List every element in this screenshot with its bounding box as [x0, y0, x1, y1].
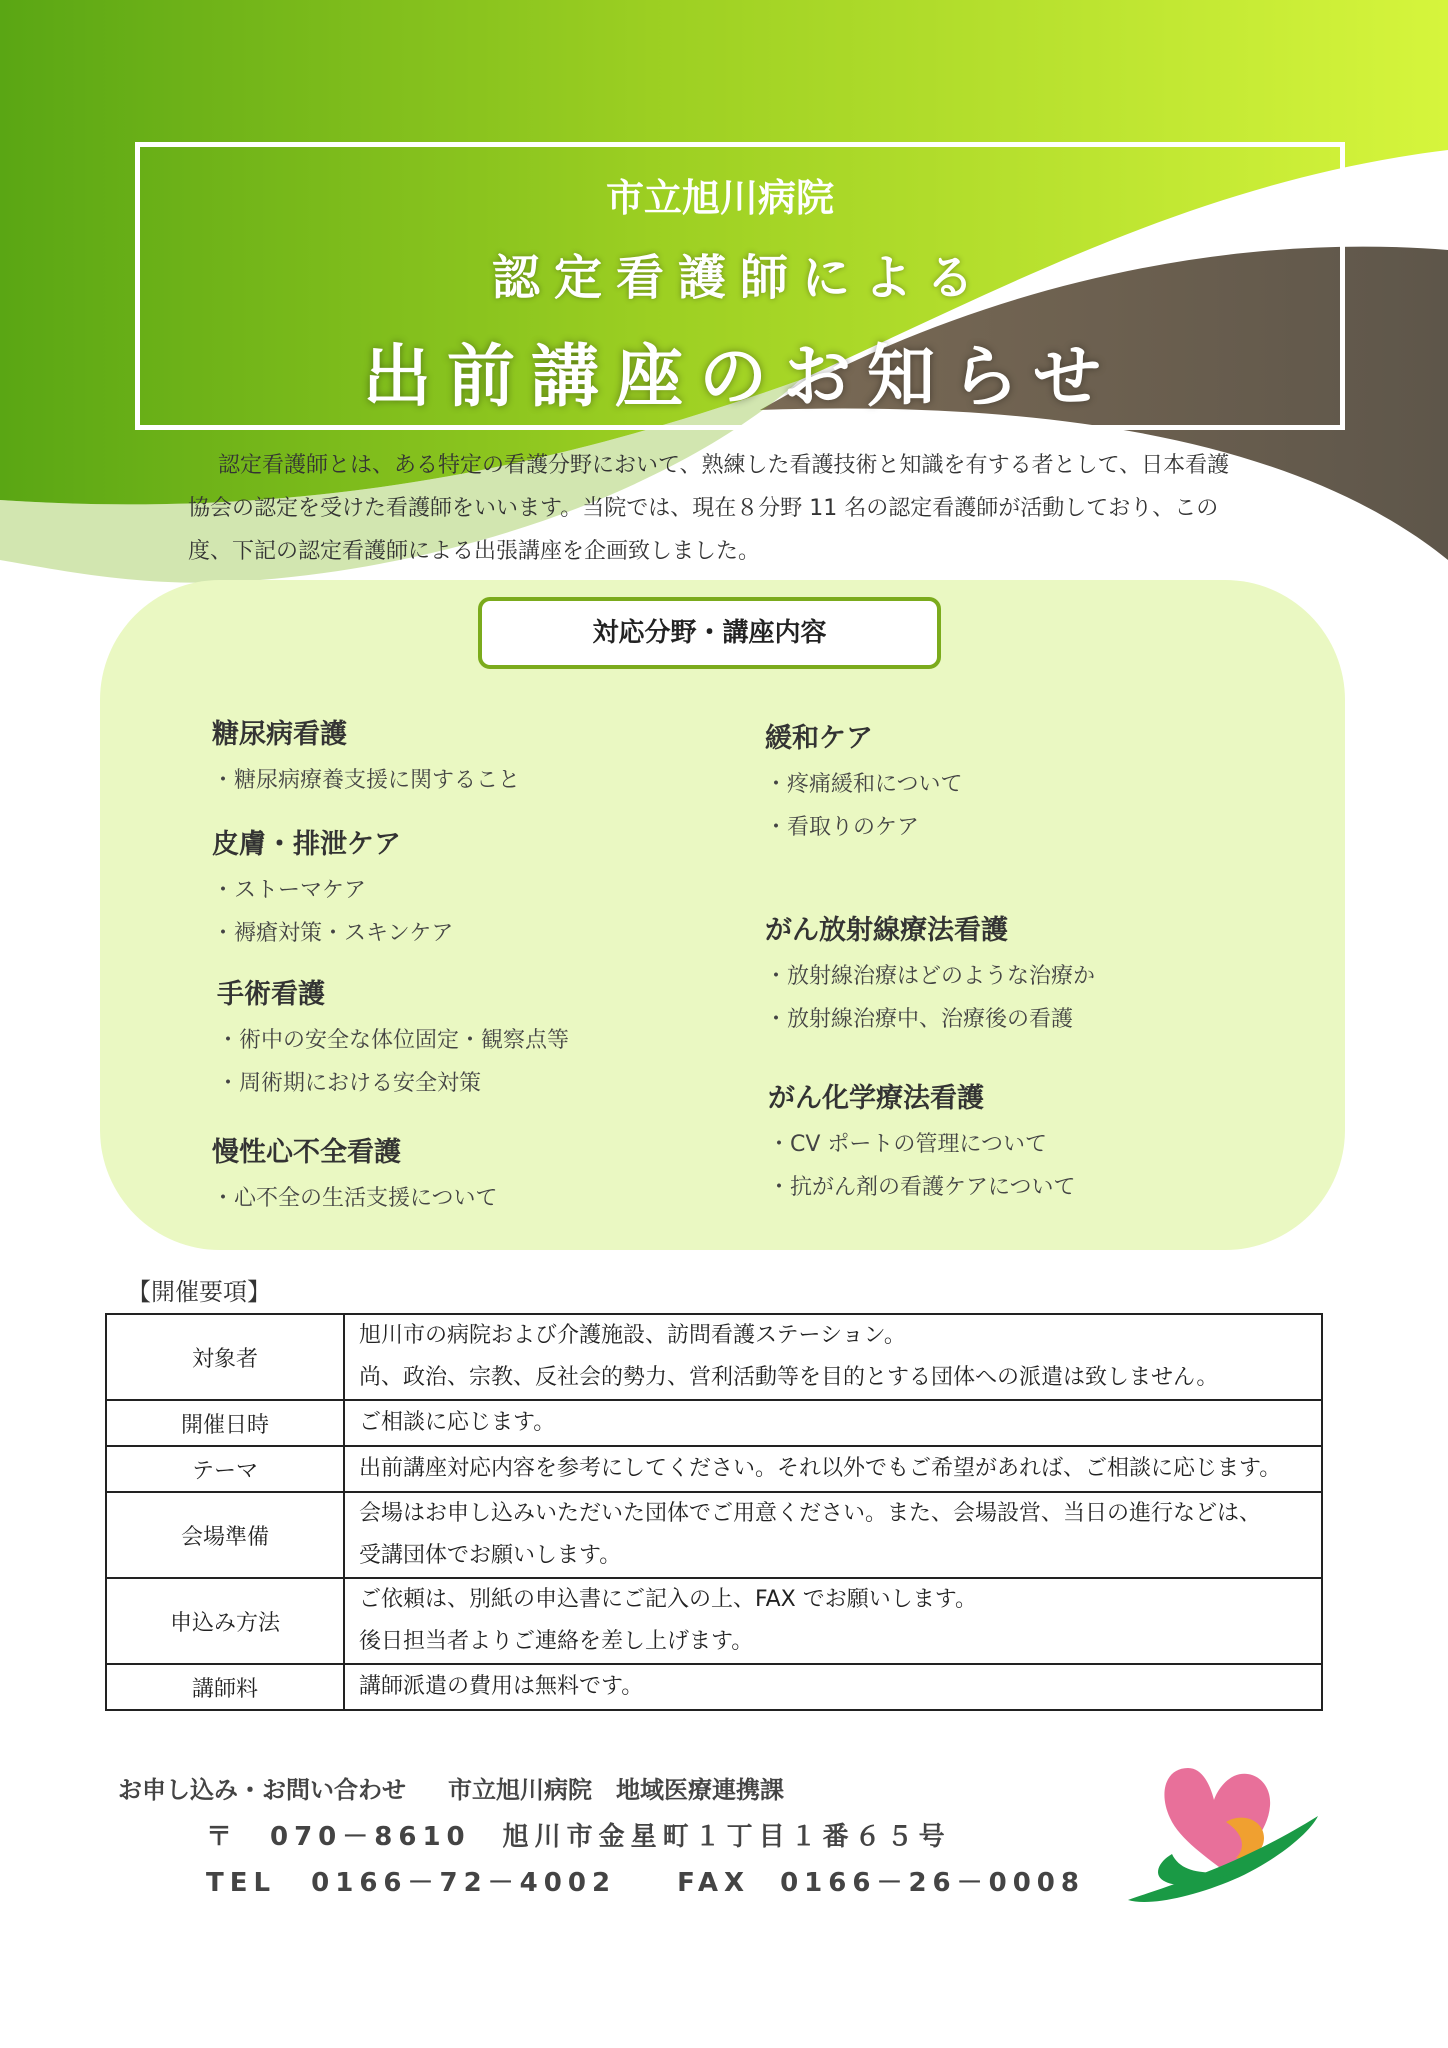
table-row [106, 1578, 1322, 1664]
title-box [135, 142, 1345, 430]
intro-line-3: 度、下記の認定看護師による出張講座を企画致しました。 [188, 539, 761, 564]
field-item: ・放射線治療はどのような治療か [765, 964, 1096, 989]
row-line: ご相談に応じます。 [359, 1410, 556, 1435]
field-title: がん放射線療法看護 [765, 915, 1008, 946]
intro-text [188, 444, 1268, 573]
row-label: 申込み方法 [106, 1578, 344, 1664]
schedule-table [105, 1313, 1323, 1711]
field-heart [212, 1130, 498, 1228]
row-value [344, 1492, 1322, 1578]
row-line: 後日担当者よりご連絡を差し上げます。 [359, 1629, 754, 1654]
contact-block [118, 1770, 1085, 1908]
field-radiation [765, 908, 1095, 1049]
row-line: ご依頼は、別紙の申込書にご記入の上、FAX でお願いします。 [359, 1587, 977, 1612]
field-title: 手術看護 [217, 979, 325, 1010]
row-label: テーマ [106, 1446, 344, 1492]
field-item: ・看取りのケア [765, 815, 920, 840]
intro-line-2: 協会の認定を受けた看護師をいいます。当院では、現在８分野 11 名の認定看護師が活動しており、この [188, 496, 1219, 521]
intro-line-1: 認定看護師とは、ある特定の看護分野において、熟練した看護技術と知識を有する者として、日本看護 [218, 453, 1230, 478]
table-row [106, 1400, 1322, 1446]
tel-number: 0166－72－4002 [311, 1868, 617, 1898]
field-title: 慢性心不全看護 [212, 1137, 401, 1168]
row-label: 対象者 [106, 1314, 344, 1400]
tel-label: TEL [206, 1868, 277, 1898]
row-value [344, 1314, 1322, 1400]
hospital-logo-icon [1118, 1740, 1328, 1920]
field-item: ・放射線治療中、治療後の看護 [765, 1007, 1074, 1032]
hospital-name: 市立旭川病院 [605, 176, 834, 220]
fax-label: FAX [677, 1868, 751, 1898]
field-item: ・心不全の生活支援について [212, 1186, 498, 1211]
field-skin [212, 822, 453, 963]
row-label: 会場準備 [106, 1492, 344, 1578]
field-item: ・抗がん剤の看護ケアについて [768, 1175, 1076, 1200]
row-line: 旭川市の病院および介護施設、訪問看護ステーション。 [359, 1323, 906, 1348]
contact-dept: 市立旭川病院 地域医療連携課 [448, 1776, 784, 1804]
field-item: ・疼痛緩和について [765, 772, 963, 797]
table-row [106, 1446, 1322, 1492]
field-title: 皮膚・排泄ケア [212, 829, 401, 860]
table-row [106, 1664, 1322, 1710]
title-line-2: 出前講座のお知らせ [363, 338, 1117, 417]
row-value [344, 1664, 1322, 1710]
row-label: 開催日時 [106, 1400, 344, 1446]
field-title: 糖尿病看護 [212, 719, 347, 750]
field-item: ・糖尿病療養支援に関すること [212, 768, 521, 793]
field-diabetes [212, 712, 520, 810]
row-line: 講師派遣の費用は無料です。 [359, 1674, 644, 1699]
row-value [344, 1446, 1322, 1492]
contact-label: お申し込み・お問い合わせ [118, 1776, 406, 1804]
field-surgery [217, 972, 569, 1113]
schedule-label: 【開催要項】 [127, 1278, 271, 1306]
row-line: 会場はお申し込みいただいた団体でご用意ください。また、会場設営、当日の進行などは、 [359, 1501, 1262, 1526]
field-palliative [765, 716, 963, 857]
field-item: ・周術期における安全対策 [217, 1071, 482, 1096]
fields-header: 対応分野・講座内容 [478, 597, 941, 669]
title-line-1: 認定看護師による [491, 250, 988, 306]
field-chemo [768, 1076, 1076, 1217]
row-label: 講師料 [106, 1664, 344, 1710]
field-item: ・ストーマケア [212, 878, 367, 903]
row-line: 尚、政治、宗教、反社会的勢力、営利活動等を目的とする団体への派遣は致しません。 [359, 1365, 1219, 1390]
row-value [344, 1578, 1322, 1664]
field-item: ・CV ポートの管理について [768, 1132, 1047, 1157]
table-row [106, 1314, 1322, 1400]
field-item: ・褥瘡対策・スキンケア [212, 921, 454, 946]
field-title: 緩和ケア [765, 723, 873, 754]
fax-number: 0166－26－0008 [780, 1868, 1085, 1898]
row-line: 出前講座対応内容を参考にしてください。それ以外でもご希望があれば、ご相談に応じます。 [359, 1456, 1282, 1481]
field-title: がん化学療法看護 [768, 1083, 984, 1114]
row-line: 受講団体でお願いします。 [359, 1543, 622, 1568]
field-item: ・術中の安全な体位固定・観察点等 [217, 1028, 570, 1053]
contact-address: 〒 070－8610 旭川市金星町１丁目１番６５号 [206, 1822, 951, 1852]
table-row [106, 1492, 1322, 1578]
row-value [344, 1400, 1322, 1446]
